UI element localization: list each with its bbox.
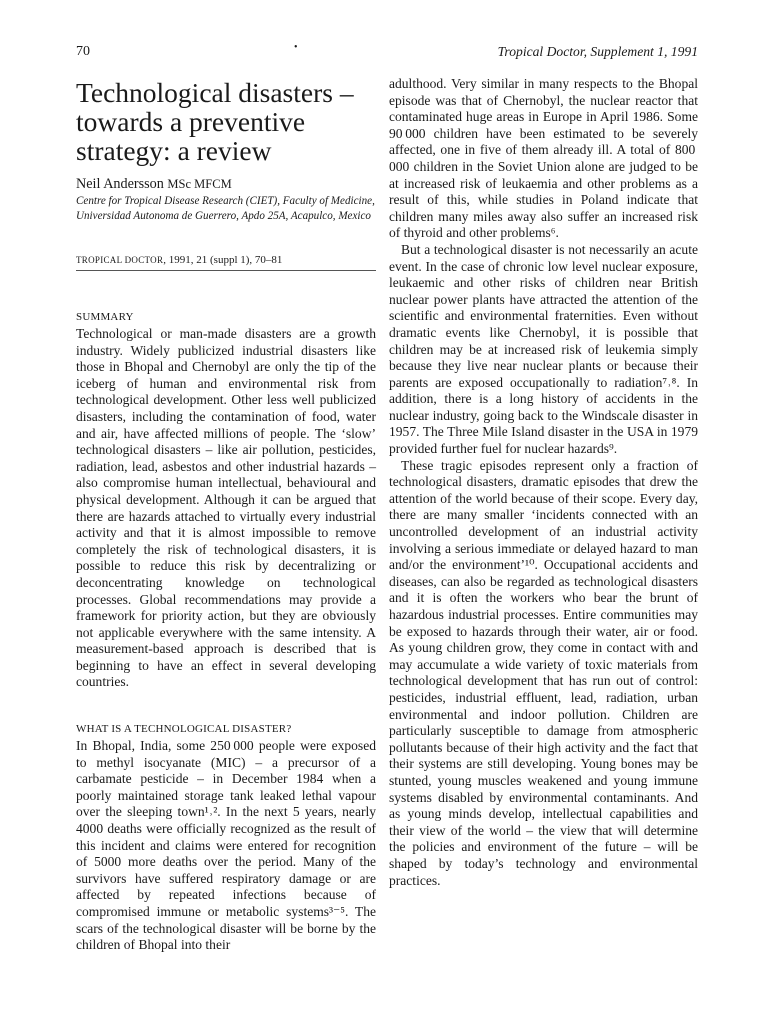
paragraph-chronic-exposure: But a technological disaster is not necessarily an acute event. In the case of chronic low level nuclear exposure, leukaemic and other risks of children near British nuclear power plants have attracted the attention of the scientific and environmental fraternities. Even without dramatic events like Chernobyl, it is possible that children may be at increased risk of leukemia simply because they live near nuclear plants or because their parents are exposed occupationally to radiation⁷˒⁸. In addition, there is a long history of accidents in the nuclear industry, going back to the Windscale disaster in 1957. The Three Mile Island disaster in the USA in 1979 provided further fuel for nuclear hazards⁹. xyxy=(389,241,698,457)
citation-details: , 1991, 21 (suppl 1), 70–81 xyxy=(163,254,283,266)
author-degrees: MSc MFCM xyxy=(167,177,232,191)
summary-text xyxy=(76,326,376,691)
page-number: 70 xyxy=(76,44,90,59)
summary-paragraph: Technological or man-made disasters are a growth industry. Widely publicized industrial disasters like those in Bhopal and Chernobyl are only the tip of the iceberg of human and environmental risk from technological development. Other less well publicized disasters, including the contamination of food, water and air, have affected millions of people. The ‘slow’ technological disasters – like air pollution, pesticides, radiation, lead, asbestos and other industrial hazards – also compromise human intellectual, behavioural and physical development. Although it can be argued that there are hazards attached to virtually every industrial activity and that it is almost impossible to remove completely the risk of technological disasters, it is possible to reduce this risk by decentralizing or deconcentrating knowledge on technological processes. Global recommendations may provide a framework for priority action, but they are obviously not applicable everywhere with the same intensity. A measurement-based approach is described that is beginning to have an effect in several developing countries. xyxy=(76,326,376,690)
author-name: Neil Andersson xyxy=(76,176,164,192)
article-title: Technological disasters – towards a preventive strategy: a review xyxy=(76,77,354,166)
title-divider xyxy=(76,270,376,271)
section-text xyxy=(76,738,376,954)
citation-line xyxy=(76,254,282,266)
journal-name: Tropical Doctor, Supplement 1, 1991 xyxy=(497,44,698,59)
author-line xyxy=(76,176,232,193)
section-paragraph: In Bhopal, India, some 250 000 people were exposed to methyl isocyanate (MIC) – a precursor of a carbamate pesticide – in December 1984 when a poorly maintained storage tank leaked lethal vapour over the sleeping town¹˒². In the next 5 years, nearly 4000 deaths were officially recognized as the result of this incident and claims were entered for recognition of 5000 more deaths over the period. Many of the survivors have suffered respiratory damage or are affected by repeated infections because of compromised immune or metabolic systems³⁻⁵. The scars of the technological disaster will be borne by the children of Bhopal into their xyxy=(76,738,376,953)
stray-mark: • xyxy=(294,42,298,53)
citation-journal: TROPICAL DOCTOR xyxy=(76,255,164,265)
right-column xyxy=(389,76,698,889)
running-header xyxy=(76,44,698,64)
paragraph-tragic-episodes: These tragic episodes represent only a fraction of technological disasters, dramatic episodes that drew the attention of the world because of their scope. Every day, there are many smaller ‘incidents connected with an uncontrolled development of an industrial activity involving a serious immediate or delayed hazard to man and/or the environment’¹⁰. Occupational accidents and diseases, can also be regarded as technological disasters and it is often the workers who bear the brunt of hazardous industrial processes. Entire communities may be exposed to hazards through their water, air or food. As young children grow, they come in contact with and may accumulate a wide variety of toxic materials from technological development that has run out of control: pesticides, industrial effluent, lead, radiation, urban environmental and indoor pollution. Children are particularly susceptible to damage from atmospheric pollutants because of their high activity and the fact that their systems are still developing. Young bones may be stunted, young muscles weakened and young immune systems disabled by environmental contaminants. And as young minds develop, intellectual capabilities and their view of the world – the view that will determine the policies and environment of the future – will be shaped by today’s technology and environmental practices. xyxy=(389,457,698,888)
section-heading: WHAT IS A TECHNOLOGICAL DISASTER? xyxy=(76,723,292,735)
summary-heading: SUMMARY xyxy=(76,311,134,323)
author-affiliation: Centre for Tropical Disease Research (CIET), Faculty of Medicine, Universidad Autonoma de Guerrero, Apdo 25A, Acapulco, Mexico xyxy=(76,195,375,222)
paragraph-chernobyl: adulthood. Very similar in many respects to the Bhopal episode was that of Chernobyl, the nuclear reactor that contaminated huge areas in Europe in April 1986. Some 90 000 children have been estimated to be severely affected, one in five of them already ill. A total of 800 000 children in the Soviet Union alone are judged to be at increased risk of leukaemia and other problems as a result of this, while studies in Poland indicate that children many miles away also suffer an increased risk of thyroid and other problems⁶. xyxy=(389,76,698,241)
